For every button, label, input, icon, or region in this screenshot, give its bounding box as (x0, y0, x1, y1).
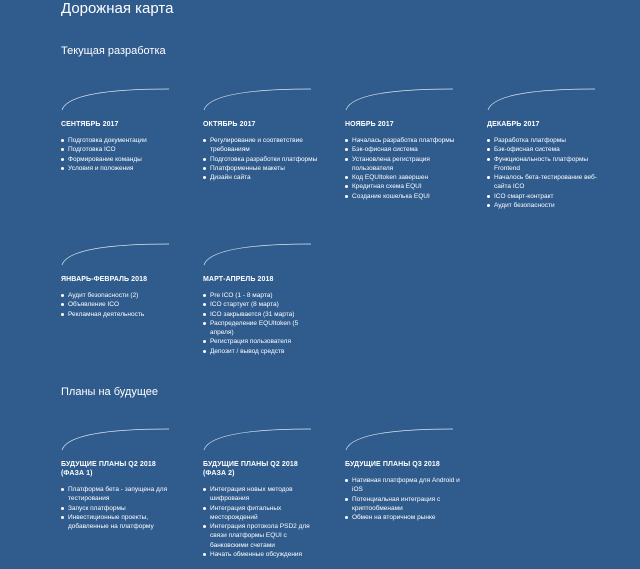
list-item: ICO закрывается (31 марта) (203, 310, 321, 319)
list-item: Инвестиционные проекты, добавленные на платформу (61, 513, 179, 532)
column-title: МАРТ-АПРЕЛЬ 2018 (203, 276, 274, 283)
list-item: Дизайн сайта (203, 173, 321, 182)
list-item: Обмен на вторичном рынке (345, 513, 463, 522)
list-item: Объявление ICO (61, 300, 179, 309)
list-item: Запуск платформы (61, 504, 179, 513)
roadmap-column-sep-2017 (61, 88, 179, 173)
section-title-future: Планы на будущее (61, 386, 159, 398)
roadmap-column-q3-2018 (345, 428, 463, 522)
list-item: Создание кошелька EQUI (345, 192, 463, 201)
list-item: Нативная платформа для Android и iOS (345, 476, 463, 495)
list-item: Интеграция новых методов шифрования (203, 485, 321, 504)
list-item: Бэк-офисная система (487, 145, 605, 154)
column-list (61, 485, 179, 531)
roadmap-column-nov-2017 (345, 88, 463, 201)
column-list (487, 136, 605, 210)
timeline-arc (345, 428, 455, 456)
list-item: Регулирование и соответствие требованиям (203, 136, 321, 155)
list-item: Функциональность платформы Frontend (487, 155, 605, 174)
list-item: ICO стартует (8 марта) (203, 300, 321, 309)
list-item: Аудит безопасности (487, 201, 605, 210)
column-list (61, 136, 179, 173)
timeline-arc (203, 428, 313, 456)
list-item: Начать обменные обсуждения (203, 550, 321, 559)
roadmap-column-dec-2017 (487, 88, 605, 210)
list-item: Интеграция фитальных месторождений (203, 504, 321, 523)
column-title: ОКТЯБРЬ 2017 (203, 121, 256, 128)
column-title: БУДУЩИЕ ПЛАНЫ Q3 2018 (345, 461, 440, 468)
list-item: Началось бета-тестирование веб-сайта ICO (487, 173, 605, 192)
list-item: Бэк-офисная система (345, 145, 463, 154)
column-title: СЕНТЯБРЬ 2017 (61, 121, 119, 128)
list-item: Подготовка ICO (61, 145, 179, 154)
list-item: Код EQUItoken завершен (345, 173, 463, 182)
timeline-arc (345, 88, 455, 116)
list-item: Аудит безопасности (2) (61, 291, 179, 300)
list-item: Интеграция протокола PSD2 для связи платформы EQUI с банковскими счетами (203, 522, 321, 550)
column-list (345, 476, 463, 522)
list-item: Потенциальная интеграция с криптообменами (345, 495, 463, 514)
list-item: Pre ICO (1 - 8 марта) (203, 291, 321, 300)
column-title: ЯНВАРЬ-ФЕВРАЛЬ 2018 (61, 276, 148, 283)
roadmap-column-mar-apr-2018 (203, 243, 321, 356)
list-item: Кредитная схема EQUI (345, 182, 463, 191)
column-list (61, 291, 179, 319)
list-item: Формирование команды (61, 155, 179, 164)
column-title: БУДУЩИЕ ПЛАНЫ Q2 2018 (ФАЗА 1) (61, 461, 156, 477)
timeline-arc (487, 88, 597, 116)
list-item: Условия и положения (61, 164, 179, 173)
list-item: Распределение EQUItoken (5 апреля) (203, 319, 321, 338)
list-item: Регистрация пользователя (203, 337, 321, 346)
column-list (203, 485, 321, 559)
timeline-arc (61, 428, 171, 456)
list-item: Платформенные макеты (203, 164, 321, 173)
list-item: Платформа бета - запущена для тестирования (61, 485, 179, 504)
timeline-arc (203, 243, 313, 271)
roadmap-column-q2-2018-phase2 (203, 428, 321, 559)
list-item: Началась разработка платформы (345, 136, 463, 145)
list-item: Разработка платформы (487, 136, 605, 145)
column-title: ДЕКАБРЬ 2017 (487, 121, 540, 128)
column-list (203, 136, 321, 182)
list-item: Подготовка разработки платформы (203, 155, 321, 164)
roadmap-column-jan-feb-2018 (61, 243, 179, 319)
column-title: НОЯБРЬ 2017 (345, 121, 394, 128)
column-title: БУДУЩИЕ ПЛАНЫ Q2 2018 (ФАЗА 2) (203, 461, 298, 477)
roadmap-column-oct-2017 (203, 88, 321, 182)
timeline-arc (203, 88, 313, 116)
column-list (345, 136, 463, 201)
roadmap-column-q2-2018-phase1 (61, 428, 179, 531)
list-item: ICO смарт-контракт (487, 192, 605, 201)
page-title: Дорожная карта (61, 0, 174, 17)
list-item: Депозит / вывод средств (203, 347, 321, 356)
list-item: Рекламная деятельность (61, 310, 179, 319)
column-list (203, 291, 321, 356)
timeline-arc (61, 243, 171, 271)
section-title-current: Текущая разработка (61, 45, 166, 57)
list-item: Подготовка документации (61, 136, 179, 145)
timeline-arc (61, 88, 171, 116)
list-item: Установлена регистрация пользователя (345, 155, 463, 174)
